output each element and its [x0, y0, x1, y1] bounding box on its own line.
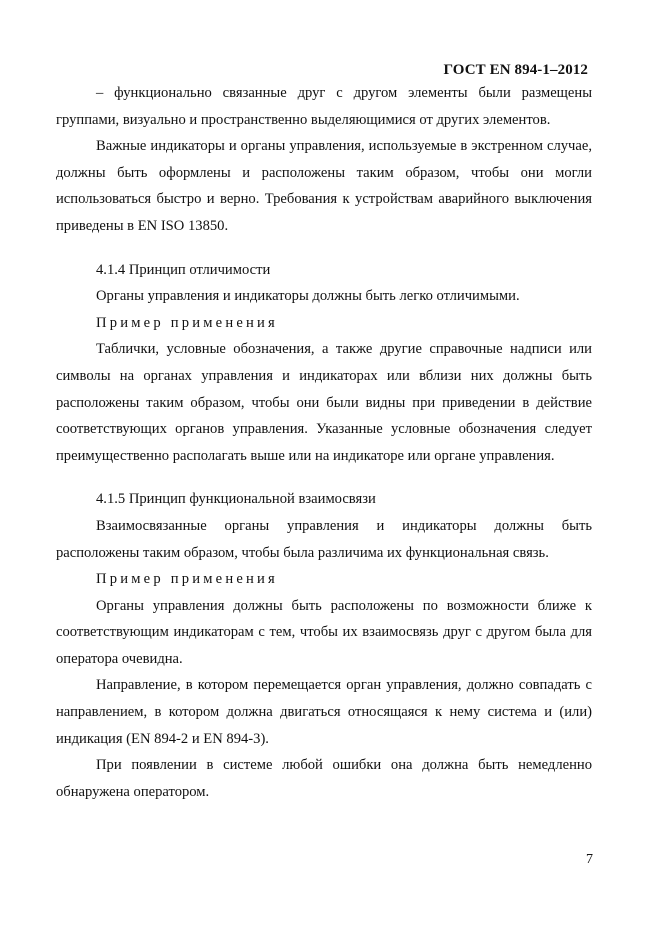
paragraph-emergency-controls: Важные индикаторы и органы управления, используемые в экстренном случае, должны быть оформлены и расположены таким образом, чтобы они могли использоваться быстро и верно. Требования к устройствам аварийного выключения приведены в EN ISO 13850. — [56, 138, 592, 234]
page-number: 7 — [586, 852, 593, 867]
paragraph-error-detection: При появлении в системе любой ошибки она должна быть немедленно обнаружена оператором. — [56, 757, 592, 800]
paragraph-movement-direction: Направление, в котором перемещается орган управления, должно совпадать с направлением, в котором должна двигаться относящаяся к нему система и (или) индикация (EN 894-2 и EN 894-3). — [56, 677, 592, 747]
document-header: ГОСТ EN 894-1–2012 — [443, 62, 588, 78]
example-label-4-1-4: Пример применения — [96, 314, 278, 331]
section-heading-4-1-4: 4.1.4 Принцип отличимости — [96, 261, 271, 278]
example-label-4-1-5: Пример применения — [96, 571, 278, 588]
paragraph-functional-groups: – функционально связанные друг с другом элементы были размещены группами, визуально и пространственно выделяющимися от других элементов. — [56, 85, 592, 128]
section-heading-4-1-5: 4.1.5 Принцип функциональной взаимосвязи — [96, 491, 376, 508]
paragraph-interrelated-controls: Взаимосвязанные органы управления и индикаторы должны быть расположены таким образом, чтобы была различима их функциональная связь. — [56, 517, 592, 561]
document-body — [56, 80, 592, 805]
paragraph-controls-near-indicators: Органы управления должны быть расположены по возможности ближе к соответствующим индикаторам с тем, чтобы их взаимосвязь друг с другом была для оператора очевидна. — [56, 597, 592, 667]
paragraph-distinguishability: Органы управления и индикаторы должны быть легко отличимыми. — [96, 288, 520, 305]
paragraph-labels-symbols: Таблички, условные обозначения, а также другие справочные надписи или символы на органах управления и индикаторах или вблизи них должны быть расположены таким образом, чтобы они были видны при приведении в действие соответствующих органов управления. Указанные условные обозначения следует преимущественно располагать выше или на индикаторе или органе управления. — [56, 341, 592, 464]
